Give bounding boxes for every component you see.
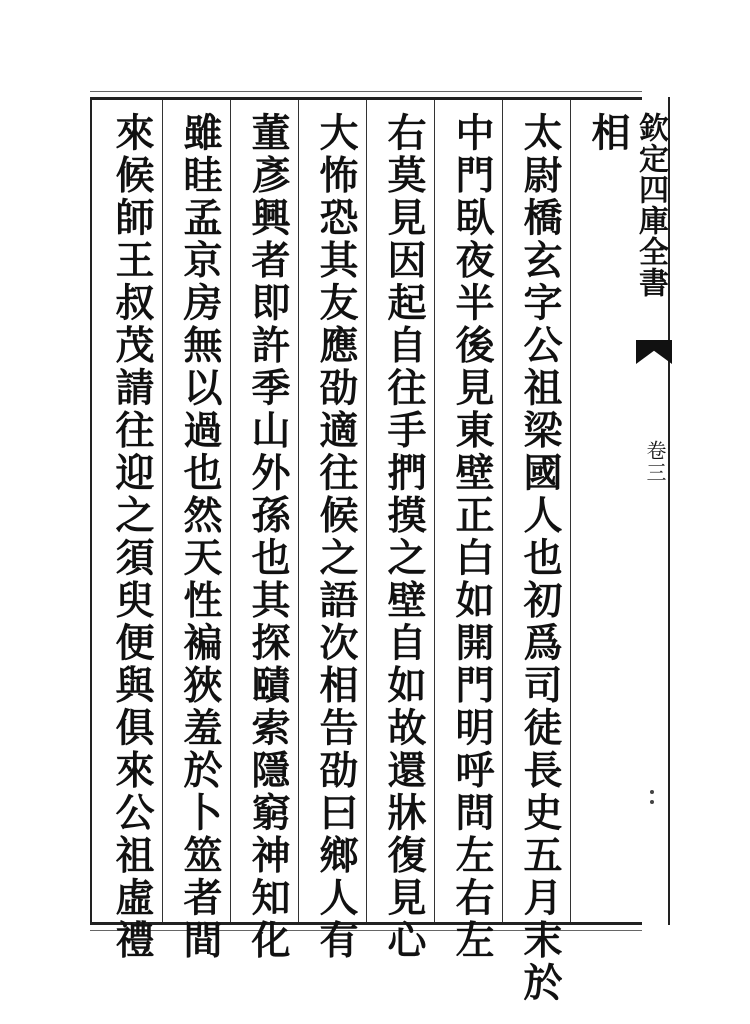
text-column-2: 太尉橋玄字公祖梁國人也初爲司徒長史五月末於 <box>517 112 563 1005</box>
text-column-4: 右莫見因起自往手捫摸之壁自如故還牀復見心 <box>381 112 427 962</box>
text-column-5: 大怖恐其友應劭適往候之語次相告劭曰鄉人有 <box>313 112 359 962</box>
column-rule <box>502 100 503 922</box>
column-rule <box>162 100 163 922</box>
book-title: 欽定四庫全書 <box>633 112 668 298</box>
text-column-8: 來候師王叔茂請往迎之須臾便與俱來公祖虛禮 <box>109 112 155 962</box>
text-column-6: 董彥興者即許季山外孫也其探賾索隱窮神知化 <box>245 112 291 962</box>
volume-label: 卷三 <box>643 440 667 484</box>
strip-dot <box>650 790 654 794</box>
text-column-3: 中門臥夜半後見東壁正白如開門明呼問左右左 <box>449 112 495 962</box>
column-rule <box>366 100 367 922</box>
column-rule <box>230 100 231 922</box>
page-outer-top-line <box>90 91 642 92</box>
text-column-7: 雖眭孟京房無以過也然天性褊狹羞於卜筮者間 <box>177 112 223 962</box>
text-column-1: 相 <box>585 112 631 155</box>
column-rule <box>298 100 299 922</box>
strip-dot <box>650 800 654 804</box>
column-rule <box>434 100 435 922</box>
column-rule <box>570 100 571 922</box>
